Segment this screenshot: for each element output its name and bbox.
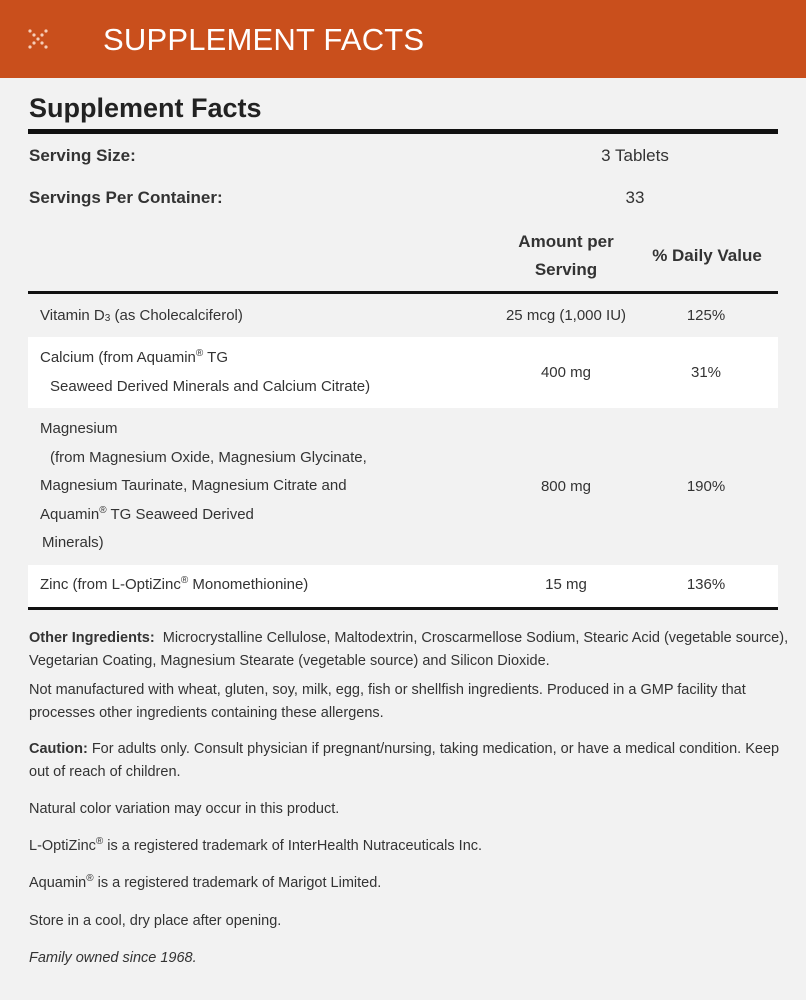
table-bottom-rule [28, 607, 778, 610]
allergen-statement: Not manufactured with wheat, gluten, soy, milk, egg, fish or shellfish ingredients. Produced in a GMP facility that processes other ingredients containing these allergens. [29, 682, 746, 721]
optizinc-trademark: L-OptiZinc® is a registered trademark of InterHealth Nutraceuticals Inc. [29, 836, 483, 854]
nutrient-daily-value: 190% [686, 478, 726, 495]
column-header-amount-line2: Serving [534, 260, 598, 279]
nutrient-daily-value: 136% [686, 576, 726, 593]
column-header-daily-value: % Daily Value [652, 246, 762, 265]
servings-per-container-label: Servings Per Container: [29, 188, 223, 207]
table-row [28, 565, 778, 607]
servings-per-container-value: 33 [625, 188, 645, 207]
nutrient-amount: 25 mcg (1,000 IU) [505, 307, 627, 324]
nutrient-amount: 400 mg [540, 364, 592, 381]
caution-statement: Caution: For adults only. Consult physician if pregnant/nursing, taking medication, or have a medical condition. Keep out of reach of children. [29, 741, 780, 780]
nutrient-daily-value: 31% [690, 364, 722, 381]
nutrient-daily-value: 125% [686, 307, 726, 324]
nutrient-amount: 15 mg [545, 576, 587, 593]
section-banner [0, 0, 806, 78]
column-header-amount [496, 228, 636, 284]
color-variation-note: Natural color variation may occur in this product. [29, 801, 340, 817]
aquamin-trademark: Aquamin® is a registered trademark of Marigot Limited. [29, 873, 382, 891]
table-row [28, 408, 778, 565]
column-header-amount-line1: Amount per [518, 232, 614, 251]
serving-size-label: Serving Size: [29, 146, 136, 165]
storage-note: Store in a cool, dry place after opening. [29, 913, 282, 929]
banner-title: SUPPLEMENT FACTS [103, 22, 425, 57]
close-x-icon [27, 28, 49, 50]
nutrient-name: Zinc (from L-OptiZinc® Monomethionine) [40, 575, 309, 593]
caution-label: Caution: [29, 741, 88, 757]
other-ingredients [29, 627, 793, 673]
nutrient-amount: 800 mg [540, 478, 592, 495]
heading-rule [28, 129, 778, 134]
nutrient-name: Magnesium (from Magnesium Oxide, Magnesium Glycinate, Magnesium Taurinate, Magnesium Citrate and Aquamin® TG Seaweed Derived Minerals) [40, 420, 367, 551]
nutrient-name: Vitamin $D_3$ (as Cholecalciferol) [40, 307, 243, 324]
table-row [28, 294, 778, 337]
serving-size-value: 3 Tablets [601, 146, 669, 165]
family-owned-note: Family owned since 1968. [29, 950, 197, 966]
nutrient-name: Calcium (from Aquamin® TG Seaweed Derived Minerals and Calcium Citrate) [40, 348, 371, 395]
table-row [28, 337, 778, 408]
other-ingredients-text: Microcrystalline Cellulose, Maltodextrin, Croscarmellose Sodium, Stearic Acid (vegetable source), Vegetarian Coating, Magnesium Stearate (vegetable source) and Silicon Dioxide. [29, 630, 793, 669]
facts-heading: Supplement Facts [29, 93, 262, 123]
other-ingredients-label: Other Ingredients: [29, 630, 155, 646]
